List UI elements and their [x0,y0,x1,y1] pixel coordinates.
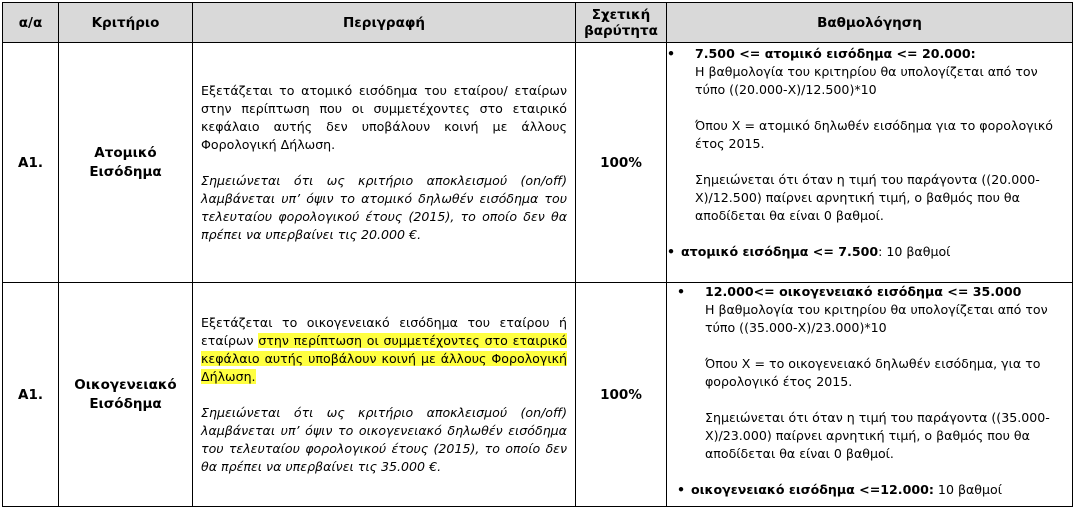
criteria-table [2,2,1073,507]
row-weight: 100% [576,283,667,507]
table-row [3,283,1073,507]
scoring-max-points: : 10 βαθμοί [878,244,951,259]
row-description [193,43,576,283]
scoring-definition: Όπου Χ = ατομικό δηλωθέν εισόδημα για το φορολογικό έτος 2015. [695,118,1054,151]
bullet-icon: • [677,284,686,299]
row-num: Α1. [3,43,59,283]
row-weight: 100% [576,43,667,283]
row-criterion [59,43,193,283]
header-weight-line1: Σχετική [591,6,651,23]
criterion-line2: Εισόδημα [89,395,162,412]
description-text: Εξετάζεται το ατομικό εισόδημα του εταίρου/ εταίρων στην περίπτωση που οι συμμετέχοντες στο εταιρικό κεφάλαιο αυτής δεν υποβάλουν κοινή με άλλους Φορολογική Δήλωση. [201,82,567,152]
scoring-range: 7.500 <= ατομικό εισόδημα <= 20.000: [695,46,976,61]
scoring-bullet-1 [667,45,1072,225]
description-note: Σημειώνεται ότι ως κριτήριο αποκλεισμού (on/off) λαμβάνεται υπ’ όψιν το οικογενειακό δηλωθέν εισόδημα του τελευταίου φορολογικού έτους (2015), το οποίο δεν θα πρέπει να υπερβαίνει τις 35.000 €. [201,404,567,474]
scoring-formula: Η βαθμολογία του κριτηρίου θα υπολογίζεται από τον τύπο ((35.000-X)/23.000)*10 [705,302,1048,335]
scoring-negative-note: Σημειώνεται ότι όταν η τιμή του παράγοντα ((20.000-X)/12.500) παίρνει αρνητική τιμή, ο βαθμός που θα αποδίδεται θα είναι 0 βαθμοί. [695,172,1040,223]
criterion-line2: Εισόδημα [89,163,162,180]
criterion-line1: Ατομικό [94,144,157,161]
bullet-icon: • [677,482,686,497]
bullet-icon: • [667,244,676,259]
description-text [201,314,567,386]
header-description: Περιγραφή [193,3,576,43]
header-row [3,3,1073,43]
header-weight-line2: βαρύτητα [584,22,658,39]
table-row [3,43,1073,283]
scoring-range: 12.000<= οικογενειακό εισόδημα <= 35.000 [705,284,1022,299]
row-num: Α1. [3,283,59,507]
scoring-negative-note: Σημειώνεται ότι όταν η τιμή του παράγοντα ((35.000-X)/23.000) παίρνει αρνητική τιμή, ο βαθμός που θα αποδίδεται θα είναι 0 βαθμοί. [705,410,1050,461]
row-scoring [667,283,1073,507]
header-scoring: Βαθμολόγηση [667,3,1073,43]
header-weight [576,3,667,43]
scoring-bullet-1 [667,283,1072,463]
criterion-line1: Οικογενειακό [74,376,177,393]
scoring-formula: Η βαθμολογία του κριτηρίου θα υπολογίζεται από τον τύπο ((20.000-X)/12.500)*10 [695,64,1038,97]
scoring-max-range: οικογενειακό εισόδημα <=12.000: [691,482,934,497]
row-scoring [667,43,1073,283]
description-note: Σημειώνεται ότι ως κριτήριο αποκλεισμού (on/off) λαμβάνεται υπ’ όψιν το ατομικό δηλωθέν εισόδημα του τελευταίου φορολογικού έτους (2015), το οποίο δεν θα πρέπει να υπερβαίνει τις 20.000 €. [201,172,567,242]
scoring-bullet-2 [667,243,1072,261]
scoring-max-points: 10 βαθμοί [933,482,1002,497]
header-criterion: Κριτήριο [59,3,193,43]
description-text-highlighted: στην περίπτωση οι συμμετέχοντες στο εταιρικό κεφάλαιο αυτής υποβάλουν κοινή με άλλους Φορολογική Δήλωση. [201,332,567,384]
row-criterion [59,283,193,507]
row-description [193,283,576,507]
scoring-max-range: ατομικό εισόδημα <= 7.500 [681,244,879,259]
scoring-definition: Όπου Χ = το οικογενειακό δηλωθέν εισόδημα, για το φορολογικό έτος 2015. [705,356,1041,389]
bullet-icon: • [667,46,676,61]
description-text-plain: Εξετάζεται το οικογενειακό εισόδημα του εταίρου ή εταίρων [201,314,567,348]
scoring-bullet-2 [667,481,1072,499]
header-num: α/α [3,3,59,43]
